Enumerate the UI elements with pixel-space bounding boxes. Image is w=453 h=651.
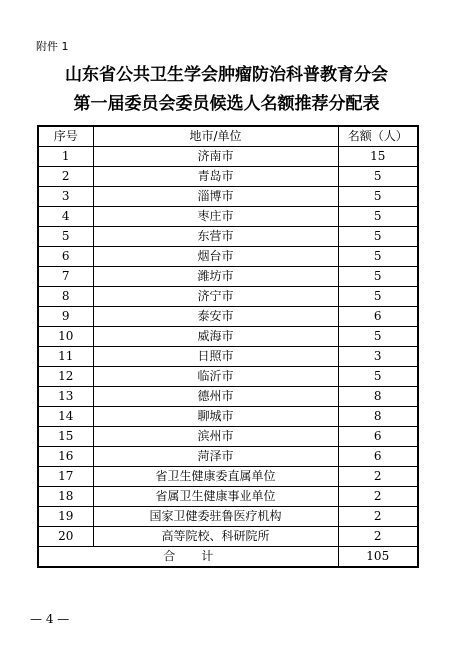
row-region: 烟台市 bbox=[93, 247, 338, 267]
total-label: 合计 bbox=[38, 547, 338, 568]
row-region: 潍坊市 bbox=[93, 267, 338, 287]
row-index: 11 bbox=[38, 347, 93, 367]
row-index: 1 bbox=[38, 147, 93, 167]
row-region: 泰安市 bbox=[93, 307, 338, 327]
row-index: 15 bbox=[38, 427, 93, 447]
row-quota: 2 bbox=[338, 507, 418, 527]
row-quota: 6 bbox=[338, 307, 418, 327]
table-row bbox=[38, 207, 418, 227]
row-quota: 5 bbox=[338, 267, 418, 287]
table-row bbox=[38, 267, 418, 287]
table-row bbox=[38, 387, 418, 407]
table-row bbox=[38, 347, 418, 367]
row-region: 省属卫生健康事业单位 bbox=[93, 487, 338, 507]
row-index: 9 bbox=[38, 307, 93, 327]
row-index: 2 bbox=[38, 167, 93, 187]
table-row bbox=[38, 307, 418, 327]
row-region: 菏泽市 bbox=[93, 447, 338, 467]
row-quota: 5 bbox=[338, 247, 418, 267]
row-index: 10 bbox=[38, 327, 93, 347]
row-region: 威海市 bbox=[93, 327, 338, 347]
row-region: 聊城市 bbox=[93, 407, 338, 427]
row-quota: 8 bbox=[338, 407, 418, 427]
row-region: 济南市 bbox=[93, 147, 338, 167]
table-header-row bbox=[38, 126, 418, 147]
row-index: 18 bbox=[38, 487, 93, 507]
row-quota: 5 bbox=[338, 207, 418, 227]
row-region: 高等院校、科研院所 bbox=[93, 527, 338, 547]
document-title-line-2: 第一届委员会委员候选人名额推荐分配表 bbox=[73, 94, 380, 114]
table-row bbox=[38, 287, 418, 307]
row-region: 日照市 bbox=[93, 347, 338, 367]
row-quota: 5 bbox=[338, 287, 418, 307]
row-index: 7 bbox=[38, 267, 93, 287]
header-region: 地市/单位 bbox=[93, 126, 338, 147]
row-region: 临沂市 bbox=[93, 367, 338, 387]
table-row bbox=[38, 147, 418, 167]
row-index: 16 bbox=[38, 447, 93, 467]
table-row bbox=[38, 227, 418, 247]
row-index: 3 bbox=[38, 187, 93, 207]
row-region: 枣庄市 bbox=[93, 207, 338, 227]
row-region: 国家卫健委驻鲁医疗机构 bbox=[93, 507, 338, 527]
table-row bbox=[38, 327, 418, 347]
page-number: — 4 — bbox=[30, 612, 70, 626]
row-quota: 2 bbox=[338, 467, 418, 487]
row-quota: 6 bbox=[338, 427, 418, 447]
table-row bbox=[38, 247, 418, 267]
table-row bbox=[38, 427, 418, 447]
table-row bbox=[38, 447, 418, 467]
row-region: 德州市 bbox=[93, 387, 338, 407]
row-index: 14 bbox=[38, 407, 93, 427]
row-index: 13 bbox=[38, 387, 93, 407]
row-quota: 2 bbox=[338, 527, 418, 547]
table-row bbox=[38, 167, 418, 187]
table-row bbox=[38, 187, 418, 207]
row-region: 东营市 bbox=[93, 227, 338, 247]
row-region: 滨州市 bbox=[93, 427, 338, 447]
table-row bbox=[38, 467, 418, 487]
row-region: 淄博市 bbox=[93, 187, 338, 207]
table-row bbox=[38, 487, 418, 507]
document-title-line-1: 山东省公共卫生学会肿瘤防治科普教育分会 bbox=[65, 65, 388, 85]
table-row bbox=[38, 507, 418, 527]
row-region: 省卫生健康委直属单位 bbox=[93, 467, 338, 487]
header-index: 序号 bbox=[38, 126, 93, 147]
row-index: 6 bbox=[38, 247, 93, 267]
row-quota: 8 bbox=[338, 387, 418, 407]
quota-table bbox=[37, 125, 419, 568]
table-row bbox=[38, 367, 418, 387]
row-region: 济宁市 bbox=[93, 287, 338, 307]
row-region: 青岛市 bbox=[93, 167, 338, 187]
row-index: 12 bbox=[38, 367, 93, 387]
row-quota: 5 bbox=[338, 187, 418, 207]
row-quota: 5 bbox=[338, 167, 418, 187]
row-index: 17 bbox=[38, 467, 93, 487]
row-index: 8 bbox=[38, 287, 93, 307]
table-row bbox=[38, 527, 418, 547]
total-row bbox=[38, 547, 418, 568]
row-index: 20 bbox=[38, 527, 93, 547]
attachment-label: 附件 1 bbox=[36, 40, 69, 53]
row-quota: 5 bbox=[338, 367, 418, 387]
row-quota: 15 bbox=[338, 147, 418, 167]
row-quota: 6 bbox=[338, 447, 418, 467]
row-index: 5 bbox=[38, 227, 93, 247]
table-row bbox=[38, 407, 418, 427]
row-index: 4 bbox=[38, 207, 93, 227]
row-quota: 3 bbox=[338, 347, 418, 367]
row-quota: 5 bbox=[338, 327, 418, 347]
header-quota: 名额（人） bbox=[338, 126, 418, 147]
row-quota: 5 bbox=[338, 227, 418, 247]
row-index: 19 bbox=[38, 507, 93, 527]
total-value: 105 bbox=[338, 547, 418, 568]
row-quota: 2 bbox=[338, 487, 418, 507]
